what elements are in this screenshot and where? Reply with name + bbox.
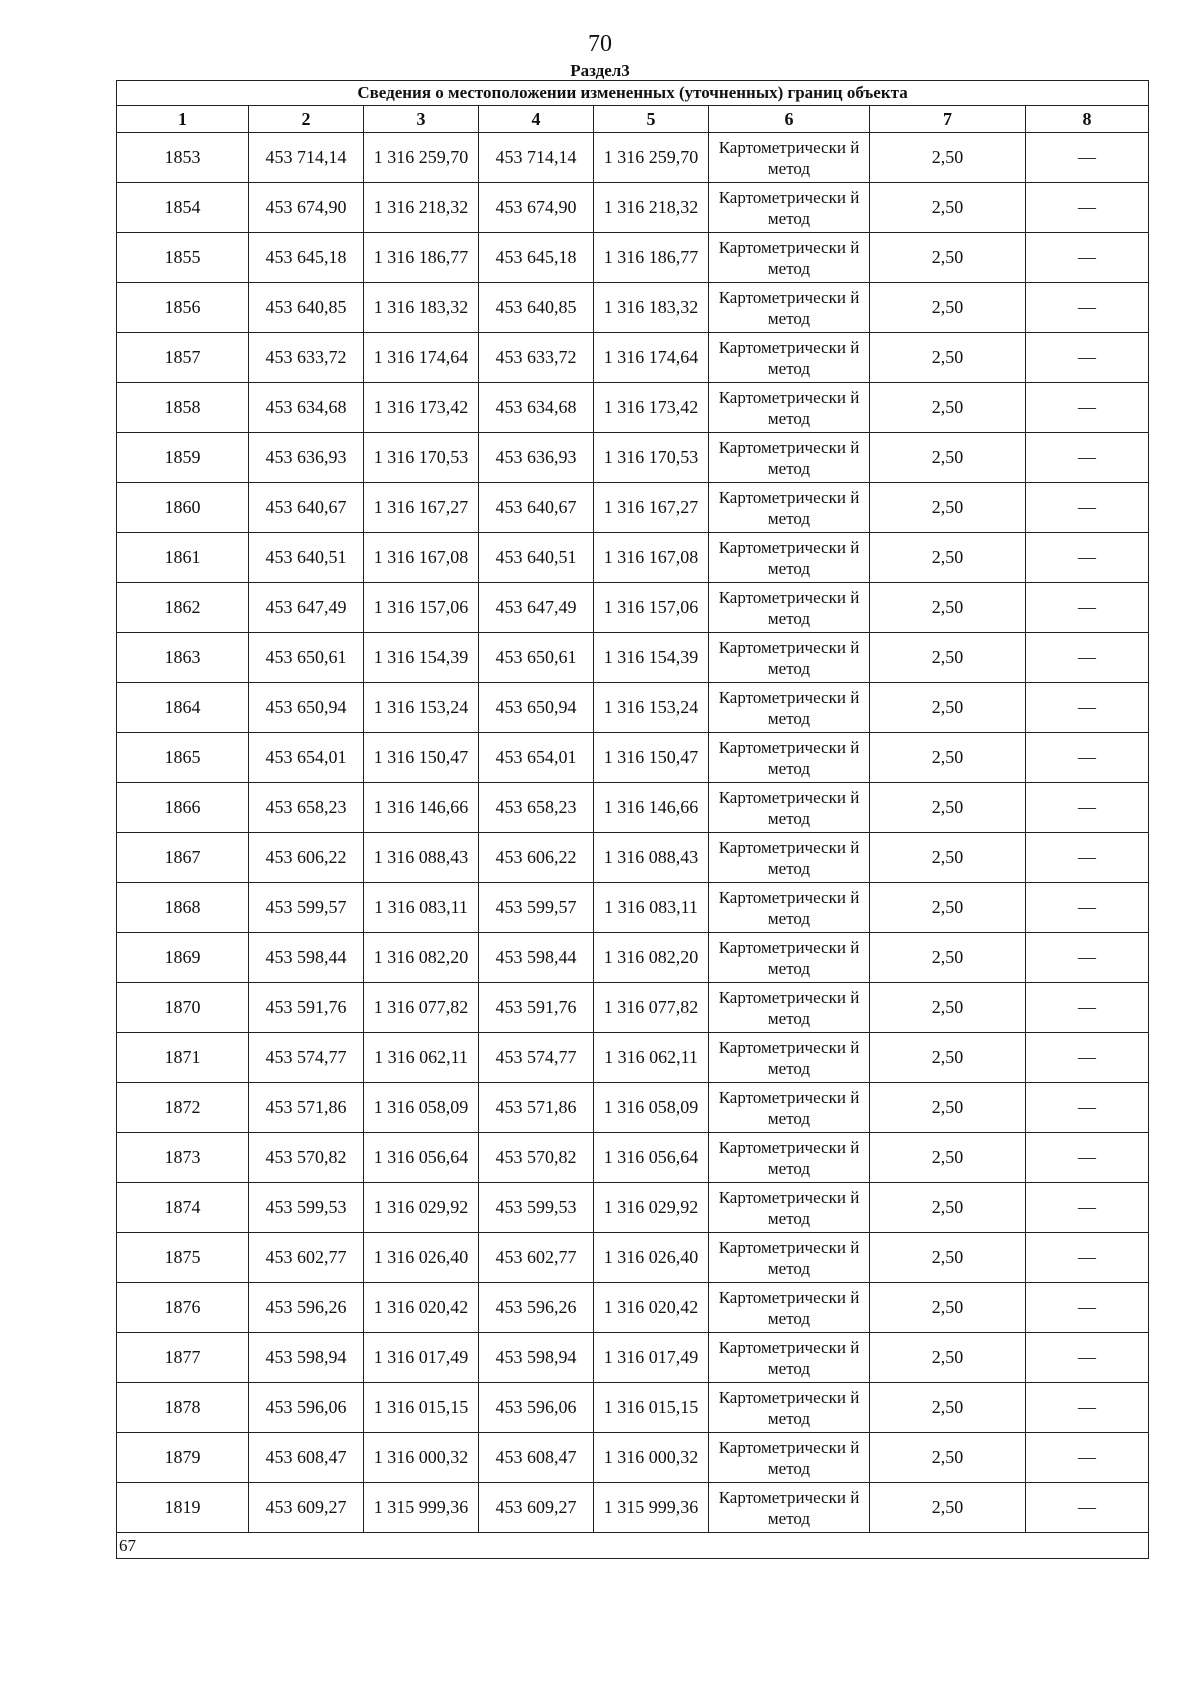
table-cell: 453 640,67 [249, 483, 364, 533]
table-cell: 1 316 082,20 [594, 933, 709, 983]
table-caption: Сведения о местоположении измененных (уточненных) границ объекта [117, 81, 1149, 106]
table-cell: — [1026, 1333, 1149, 1383]
table-cell: Картометрически й метод [709, 1383, 870, 1433]
table-cell: 453 596,06 [479, 1383, 594, 1433]
table-cell: 1 316 174,64 [364, 333, 479, 383]
column-header: 7 [870, 106, 1026, 133]
table-cell: 1 316 000,32 [364, 1433, 479, 1483]
table-body [117, 133, 1149, 1533]
table-cell: 1879 [117, 1433, 249, 1483]
table-cell: 1862 [117, 583, 249, 633]
table-row [117, 283, 1149, 333]
table-cell: 1 316 154,39 [364, 633, 479, 683]
table-cell: 1 316 173,42 [364, 383, 479, 433]
table-cell: 1 316 056,64 [364, 1133, 479, 1183]
table-cell: 1868 [117, 883, 249, 933]
table-cell: 1 316 259,70 [594, 133, 709, 183]
table-cell: 453 633,72 [249, 333, 364, 383]
table-cell: 453 591,76 [249, 983, 364, 1033]
table-row [117, 383, 1149, 433]
table-cell: 2,50 [870, 883, 1026, 933]
table-cell: 453 636,93 [249, 433, 364, 483]
table-cell: 453 650,94 [479, 683, 594, 733]
table-cell: Картометрически й метод [709, 933, 870, 983]
table-cell: 1 316 157,06 [594, 583, 709, 633]
table-cell: Картометрически й метод [709, 1183, 870, 1233]
table-cell: Картометрически й метод [709, 583, 870, 633]
table-cell: 1 316 017,49 [594, 1333, 709, 1383]
table-cell: 1863 [117, 633, 249, 683]
table-cell: 1 316 083,11 [364, 883, 479, 933]
table-cell: — [1026, 733, 1149, 783]
table-cell: — [1026, 933, 1149, 983]
table-cell: 453 634,68 [249, 383, 364, 433]
table-cell: — [1026, 233, 1149, 283]
table-cell: 2,50 [870, 1133, 1026, 1183]
table-cell: — [1026, 783, 1149, 833]
table-cell: 1853 [117, 133, 249, 183]
table-cell: 2,50 [870, 633, 1026, 683]
table-cell: 453 571,86 [479, 1083, 594, 1133]
table-cell: — [1026, 1133, 1149, 1183]
table-cell: 1 316 020,42 [594, 1283, 709, 1333]
table-cell: 1 316 167,08 [364, 533, 479, 583]
table-cell: 453 714,14 [249, 133, 364, 183]
table-cell: 2,50 [870, 233, 1026, 283]
table-cell: 1874 [117, 1183, 249, 1233]
table-row [117, 1033, 1149, 1083]
table-cell: 453 640,51 [479, 533, 594, 583]
table-cell: 2,50 [870, 1433, 1026, 1483]
table-cell: — [1026, 483, 1149, 533]
table-cell: 453 640,85 [479, 283, 594, 333]
table-cell: 2,50 [870, 933, 1026, 983]
table-cell: 1 316 167,08 [594, 533, 709, 583]
table-cell: — [1026, 133, 1149, 183]
table-row [117, 483, 1149, 533]
table-cell: 453 640,67 [479, 483, 594, 533]
table-cell: 453 658,23 [249, 783, 364, 833]
table-cell: 453 654,01 [249, 733, 364, 783]
table-cell: 2,50 [870, 133, 1026, 183]
table-cell: 453 570,82 [249, 1133, 364, 1183]
table-cell: 2,50 [870, 383, 1026, 433]
table-row [117, 183, 1149, 233]
table-cell: 1 316 186,77 [364, 233, 479, 283]
table-row [117, 1333, 1149, 1383]
table-cell: 1 316 088,43 [594, 833, 709, 883]
table-cell: 1860 [117, 483, 249, 533]
table-cell: 1 316 026,40 [594, 1233, 709, 1283]
table-cell: 1 316 183,32 [364, 283, 479, 333]
table-row [117, 633, 1149, 683]
table-cell: 2,50 [870, 483, 1026, 533]
table-cell: 1 315 999,36 [364, 1483, 479, 1533]
column-header: 4 [479, 106, 594, 133]
table-row [117, 533, 1149, 583]
table-cell: 1854 [117, 183, 249, 233]
table-cell: 1 316 077,82 [594, 983, 709, 1033]
table-cell: 1 316 154,39 [594, 633, 709, 683]
table-cell: 1 316 062,11 [594, 1033, 709, 1083]
table-cell: 2,50 [870, 333, 1026, 383]
table-cell: 1 316 015,15 [364, 1383, 479, 1433]
table-row [117, 1283, 1149, 1333]
table-cell: 1864 [117, 683, 249, 733]
table-cell: Картометрически й метод [709, 1333, 870, 1383]
table-cell: 1 316 017,49 [364, 1333, 479, 1383]
table-row [117, 833, 1149, 883]
table-row [117, 1383, 1149, 1433]
table-cell: 1872 [117, 1083, 249, 1133]
table-cell: 1870 [117, 983, 249, 1033]
table-cell: 453 647,49 [479, 583, 594, 633]
table-cell: 453 608,47 [479, 1433, 594, 1483]
table-caption-row [117, 81, 1149, 106]
table-cell: 1 316 083,11 [594, 883, 709, 933]
table-cell: Картометрически й метод [709, 1033, 870, 1083]
table-cell: 453 571,86 [249, 1083, 364, 1133]
table-cell: 1819 [117, 1483, 249, 1533]
table-cell: — [1026, 683, 1149, 733]
table-cell: 1 316 259,70 [364, 133, 479, 183]
table-cell: — [1026, 633, 1149, 683]
table-cell: 453 599,53 [479, 1183, 594, 1233]
table-cell: 453 570,82 [479, 1133, 594, 1183]
table-cell: 1 316 058,09 [594, 1083, 709, 1133]
table-cell: 1 316 153,24 [594, 683, 709, 733]
table-row [117, 1233, 1149, 1283]
table-cell: 453 596,06 [249, 1383, 364, 1433]
table-cell: Картометрически й метод [709, 883, 870, 933]
table-cell: 453 602,77 [479, 1233, 594, 1283]
column-header: 8 [1026, 106, 1149, 133]
table-footer-row [117, 1533, 1149, 1559]
table-cell: 1 316 218,32 [364, 183, 479, 233]
table-cell: 453 598,94 [479, 1333, 594, 1383]
table-row [117, 783, 1149, 833]
table-cell: — [1026, 1233, 1149, 1283]
table-cell: Картометрически й метод [709, 233, 870, 283]
table-cell: Картометрически й метод [709, 1133, 870, 1183]
table-row [117, 933, 1149, 983]
table-cell: 2,50 [870, 733, 1026, 783]
table-cell: Картометрически й метод [709, 383, 870, 433]
table-cell: 2,50 [870, 1183, 1026, 1233]
table-cell: 453 640,51 [249, 533, 364, 583]
table-cell: 1856 [117, 283, 249, 333]
table-cell: — [1026, 1183, 1149, 1233]
table-cell: — [1026, 1433, 1149, 1483]
boundary-coordinates-table [116, 80, 1149, 1559]
table-cell: 453 596,26 [249, 1283, 364, 1333]
table-cell: 1 316 150,47 [594, 733, 709, 783]
table-row [117, 1083, 1149, 1133]
table-cell: 453 674,90 [249, 183, 364, 233]
table-cell: 2,50 [870, 433, 1026, 483]
section-title: Раздел3 [570, 61, 630, 80]
table-cell: 1876 [117, 1283, 249, 1333]
column-header: 1 [117, 106, 249, 133]
table-row [117, 133, 1149, 183]
column-header: 5 [594, 106, 709, 133]
table-cell: 1 316 170,53 [594, 433, 709, 483]
page-number: 70 [588, 31, 612, 57]
table-cell: 1 316 088,43 [364, 833, 479, 883]
table-cell: 1878 [117, 1383, 249, 1433]
table-cell: 1 316 218,32 [594, 183, 709, 233]
table-cell: Картометрически й метод [709, 333, 870, 383]
table-cell: 2,50 [870, 1333, 1026, 1383]
table-cell: 1 316 020,42 [364, 1283, 479, 1333]
table-cell: 1861 [117, 533, 249, 583]
table-cell: 453 654,01 [479, 733, 594, 783]
table-cell: Картометрически й метод [709, 1483, 870, 1533]
table-cell: 453 645,18 [479, 233, 594, 283]
table-row [117, 1183, 1149, 1233]
table-cell: 453 608,47 [249, 1433, 364, 1483]
table-cell: 1866 [117, 783, 249, 833]
table-cell: 1 316 186,77 [594, 233, 709, 283]
table-cell: Картометрически й метод [709, 683, 870, 733]
table-cell: 1 316 170,53 [364, 433, 479, 483]
table-cell: 1 315 999,36 [594, 1483, 709, 1533]
table-cell: 2,50 [870, 283, 1026, 333]
table-cell: — [1026, 883, 1149, 933]
table-cell: 1 316 146,66 [364, 783, 479, 833]
table-cell: 2,50 [870, 533, 1026, 583]
table-cell: 1 316 150,47 [364, 733, 479, 783]
column-header: 3 [364, 106, 479, 133]
table-cell: 453 609,27 [249, 1483, 364, 1533]
table-cell: — [1026, 1283, 1149, 1333]
table-cell: 453 598,94 [249, 1333, 364, 1383]
table-cell: 1 316 082,20 [364, 933, 479, 983]
table-row [117, 883, 1149, 933]
table-cell: — [1026, 1083, 1149, 1133]
table-cell: 453 574,77 [249, 1033, 364, 1083]
table-cell: — [1026, 333, 1149, 383]
table-cell: 1 316 029,92 [364, 1183, 479, 1233]
table-cell: — [1026, 1483, 1149, 1533]
table-cell: — [1026, 283, 1149, 333]
column-header: 2 [249, 106, 364, 133]
table-row [117, 1133, 1149, 1183]
table-row [117, 233, 1149, 283]
table-row [117, 733, 1149, 783]
table-cell: 1 316 157,06 [364, 583, 479, 633]
table-cell: 1 316 015,15 [594, 1383, 709, 1433]
table-cell: Картометрически й метод [709, 983, 870, 1033]
table-cell: Картометрически й метод [709, 133, 870, 183]
table-cell: Картометрически й метод [709, 283, 870, 333]
table-cell: 453 574,77 [479, 1033, 594, 1083]
table-cell: 1865 [117, 733, 249, 783]
table-cell: — [1026, 183, 1149, 233]
table-cell: 1 316 183,32 [594, 283, 709, 333]
table-row [117, 983, 1149, 1033]
table-cell: 2,50 [870, 1383, 1026, 1433]
table-cell: 453 650,61 [249, 633, 364, 683]
table-cell: 2,50 [870, 583, 1026, 633]
table-cell: 453 647,49 [249, 583, 364, 633]
table-cell: 453 591,76 [479, 983, 594, 1033]
table-cell: 453 602,77 [249, 1233, 364, 1283]
table-row [117, 1433, 1149, 1483]
table-cell: 453 606,22 [479, 833, 594, 883]
table-cell: 2,50 [870, 1233, 1026, 1283]
table-cell: Картометрически й метод [709, 433, 870, 483]
table-cell: 453 599,53 [249, 1183, 364, 1233]
table-cell: Картометрически й метод [709, 1233, 870, 1283]
table-cell: 1873 [117, 1133, 249, 1183]
table-cell: 2,50 [870, 183, 1026, 233]
table-cell: 453 596,26 [479, 1283, 594, 1333]
table-cell: 1 316 029,92 [594, 1183, 709, 1233]
table-cell: 453 598,44 [249, 933, 364, 983]
table-cell: Картометрически й метод [709, 1283, 870, 1333]
table-cell: 453 599,57 [479, 883, 594, 933]
table-row [117, 1483, 1149, 1533]
table-cell: 2,50 [870, 783, 1026, 833]
table-row [117, 333, 1149, 383]
table-cell: 2,50 [870, 983, 1026, 1033]
table-cell: 453 636,93 [479, 433, 594, 483]
table-cell: — [1026, 1383, 1149, 1433]
table-cell: 453 650,61 [479, 633, 594, 683]
table-cell: 1855 [117, 233, 249, 283]
table-cell: Картометрически й метод [709, 533, 870, 583]
table-cell: 2,50 [870, 1083, 1026, 1133]
table-cell: 453 598,44 [479, 933, 594, 983]
table-row [117, 683, 1149, 733]
table-cell: 1869 [117, 933, 249, 983]
table-cell: 453 609,27 [479, 1483, 594, 1533]
table-cell: — [1026, 433, 1149, 483]
table-cell: Картометрически й метод [709, 1083, 870, 1133]
table-cell: 453 640,85 [249, 283, 364, 333]
table-cell: Картометрически й метод [709, 783, 870, 833]
table-row [117, 583, 1149, 633]
table-cell: 1 316 026,40 [364, 1233, 479, 1283]
table-cell: 453 633,72 [479, 333, 594, 383]
table-cell: — [1026, 983, 1149, 1033]
table-cell: Картометрически й метод [709, 733, 870, 783]
table-cell: 2,50 [870, 833, 1026, 883]
table-cell: 1 316 062,11 [364, 1033, 479, 1083]
table-cell: 1877 [117, 1333, 249, 1383]
table-cell: 453 650,94 [249, 683, 364, 733]
table-cell: 1858 [117, 383, 249, 433]
table-cell: 1 316 058,09 [364, 1083, 479, 1133]
table-cell: — [1026, 533, 1149, 583]
table-cell: 1 316 056,64 [594, 1133, 709, 1183]
table-cell: 1 316 167,27 [364, 483, 479, 533]
table-cell: 453 645,18 [249, 233, 364, 283]
column-number-row [117, 106, 1149, 133]
table-cell: 1875 [117, 1233, 249, 1283]
table-footer-number: 67 [117, 1533, 1149, 1559]
table-cell: — [1026, 383, 1149, 433]
table-cell: 453 658,23 [479, 783, 594, 833]
table-cell: 2,50 [870, 1483, 1026, 1533]
table-cell: 1 316 077,82 [364, 983, 479, 1033]
table-cell: 1859 [117, 433, 249, 483]
table-cell: Картометрически й метод [709, 633, 870, 683]
table-cell: 2,50 [870, 1033, 1026, 1083]
table-cell: 453 606,22 [249, 833, 364, 883]
table-cell: — [1026, 583, 1149, 633]
table-row [117, 433, 1149, 483]
column-header: 6 [709, 106, 870, 133]
table-cell: 1 316 000,32 [594, 1433, 709, 1483]
table-cell: Картометрически й метод [709, 183, 870, 233]
table-cell: 1 316 153,24 [364, 683, 479, 733]
table-cell: 453 674,90 [479, 183, 594, 233]
table-cell: 1 316 146,66 [594, 783, 709, 833]
table-cell: 1 316 167,27 [594, 483, 709, 533]
table-cell: 453 599,57 [249, 883, 364, 933]
table-cell: Картометрически й метод [709, 1433, 870, 1483]
table-cell: 1867 [117, 833, 249, 883]
table-cell: 1 316 173,42 [594, 383, 709, 433]
table-cell: — [1026, 1033, 1149, 1083]
table-cell: 1871 [117, 1033, 249, 1083]
table-cell: 453 714,14 [479, 133, 594, 183]
table-cell: 2,50 [870, 1283, 1026, 1333]
table-cell: Картометрически й метод [709, 483, 870, 533]
table-cell: — [1026, 833, 1149, 883]
table-cell: 453 634,68 [479, 383, 594, 433]
table-cell: 2,50 [870, 683, 1026, 733]
table-cell: 1857 [117, 333, 249, 383]
table-cell: Картометрически й метод [709, 833, 870, 883]
table-cell: 1 316 174,64 [594, 333, 709, 383]
